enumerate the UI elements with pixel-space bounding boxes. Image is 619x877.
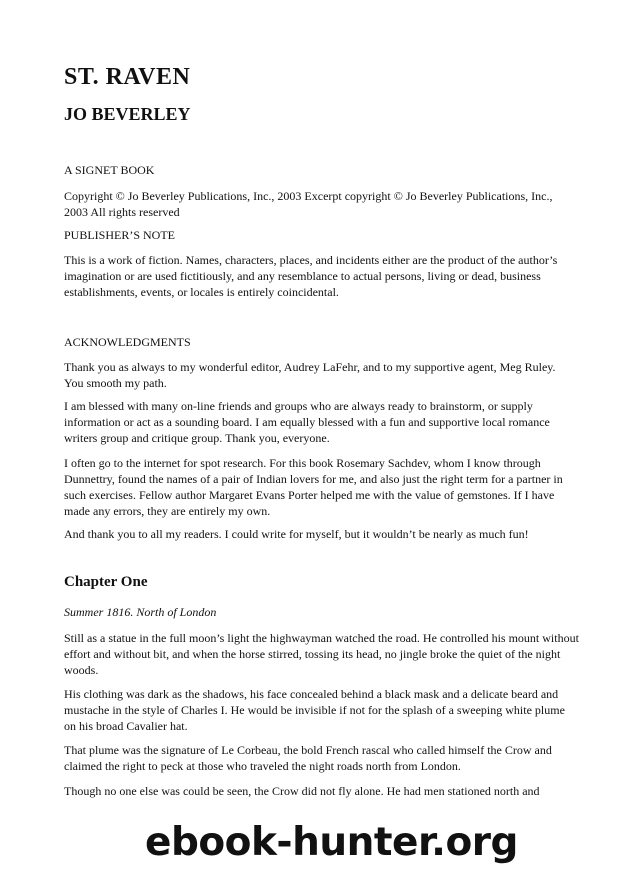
paragraph-line: woods. <box>64 663 99 677</box>
acknowledgments-paragraph-2 <box>64 398 554 446</box>
publishers-note-line: This is a work of fiction. Names, characters, places, and incidents either are the product of the author’s <box>64 253 558 267</box>
paragraph-line: You smooth my path. <box>64 376 167 390</box>
paragraph-line: writers group and critique group. Thank you, everyone. <box>64 431 330 445</box>
paragraph-line: on his broad Cavalier hat. <box>64 719 188 733</box>
paragraph-line: I am blessed with many on-line friends and groups who are always ready to brainstorm, or supply <box>64 399 533 413</box>
chapter-paragraph-2 <box>64 686 565 734</box>
publishers-note-line: establishments, events, or locales is entirely coincidental. <box>64 285 339 299</box>
book-title: ST. RAVEN <box>64 64 191 90</box>
publishers-note-heading <box>64 227 554 243</box>
watermark-text: ebook-hunter.org <box>145 820 518 865</box>
paragraph-line: And thank you to all my readers. I could write for myself, but it wouldn’t be nearly as much fun! <box>64 527 529 541</box>
paragraph-line: such exercises. Fellow author Margaret Evans Porter helped me with the value of gemstones. If I have <box>64 488 555 502</box>
chapter-paragraph-1 <box>64 630 579 678</box>
acknowledgments-paragraph-1 <box>64 359 554 391</box>
paragraph-line: That plume was the signature of Le Corbeau, the bold French rascal who called himself the Crow and <box>64 743 552 757</box>
copyright-line: Copyright © Jo Beverley Publications, Inc., 2003 Excerpt copyright © Jo Beverley Publications, Inc., <box>64 189 553 203</box>
publishers-note-paragraph <box>64 252 558 300</box>
book-author: JO BEVERLEY <box>64 104 191 124</box>
imprint-text: A SIGNET BOOK <box>64 163 155 177</box>
imprint-line <box>64 162 554 178</box>
chapter-paragraph-4 <box>64 783 554 799</box>
paragraph-line: Dunnettry, found the names of a pair of Indian lovers for me, and also just the right term for a partner in <box>64 472 563 486</box>
acknowledgments-paragraph-3 <box>64 455 563 519</box>
publishers-note-heading-text: PUBLISHER’S NOTE <box>64 228 176 242</box>
chapter-subtitle <box>64 604 554 620</box>
chapter-heading: Chapter One <box>64 574 148 590</box>
paragraph-line: claimed the right to peck at those who traveled the night roads north from London. <box>64 759 461 773</box>
copyright-line: 2003 All rights reserved <box>64 205 180 219</box>
acknowledgments-paragraph-4 <box>64 526 554 542</box>
copyright-paragraph <box>64 188 554 220</box>
acknowledgments-heading <box>64 334 554 350</box>
paragraph-line: His clothing was dark as the shadows, his face concealed behind a black mask and a delicate beard and <box>64 687 559 701</box>
paragraph-line: Though no one else was could be seen, the Crow did not fly alone. He had men stationed north and <box>64 784 540 798</box>
paragraph-line: Still as a statue in the full moon’s light the highwayman watched the road. He controlled his mount without <box>64 631 579 645</box>
acknowledgments-heading-text: ACKNOWLEDGMENTS <box>64 335 191 349</box>
paragraph-line: I often go to the internet for spot research. For this book Rosemary Sachdev, whom I know through <box>64 456 541 470</box>
chapter-subtitle-text: Summer 1816. North of London <box>64 605 217 619</box>
paragraph-line: information or act as a sounding board. I am equally blessed with a fun and supportive local romance <box>64 415 550 429</box>
paragraph-line: mustache in the style of Charles I. He would be invisible if not for the splash of a sweeping white plume <box>64 703 565 717</box>
paragraph-line: effort and without bit, and when the horse stirred, tossing its head, no jingle broke the quiet of the night <box>64 647 561 661</box>
publishers-note-line: imagination or are used fictitiously, and any resemblance to actual persons, living or dead, business <box>64 269 541 283</box>
paragraph-line: made any errors, they are entirely my own. <box>64 504 271 518</box>
chapter-paragraph-3 <box>64 742 554 774</box>
paragraph-line: Thank you as always to my wonderful editor, Audrey LaFehr, and to my supportive agent, Meg Ruley. <box>64 360 556 374</box>
